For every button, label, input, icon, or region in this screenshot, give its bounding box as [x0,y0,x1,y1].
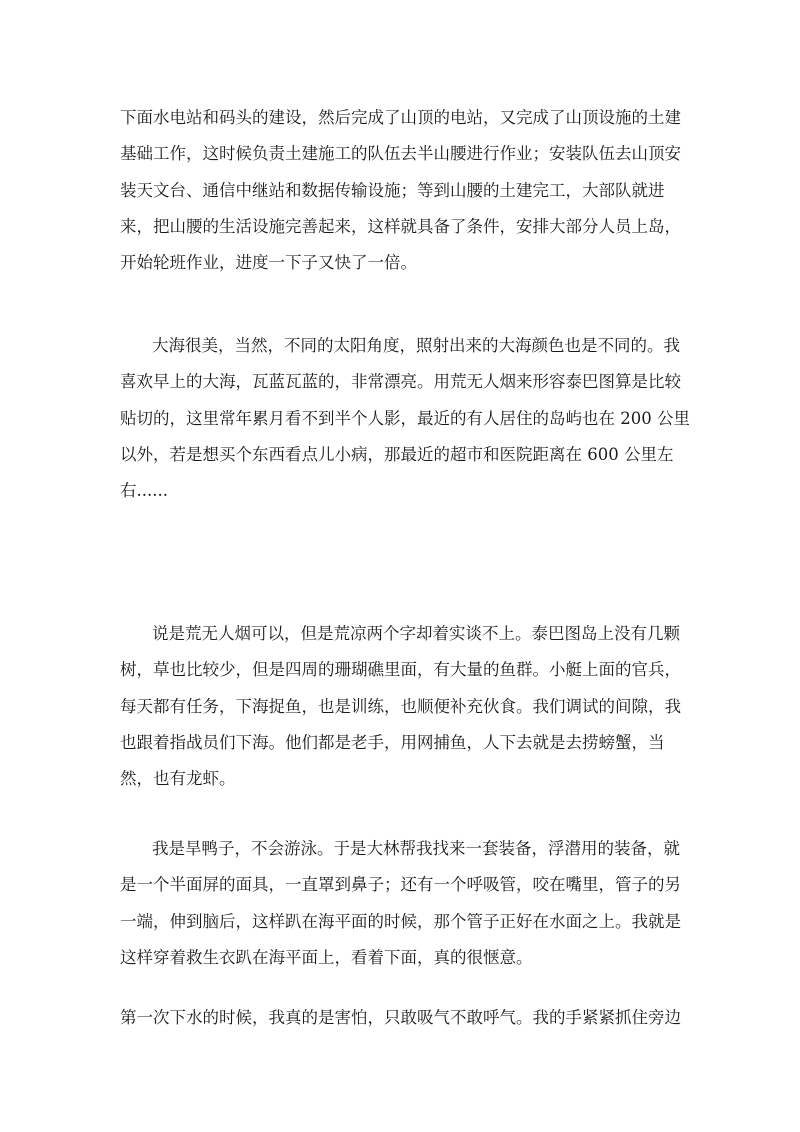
text-line: 开始轮班作业，进度一下子又快了一倍。 [120,253,417,273]
text-line: 来，把山腰的生活设施完善起来，这样就具备了条件，安排大部分人员上岛， [120,216,681,236]
text-line: 第一次下水的时候，我真的是害怕，只敢吸气不敢呼气。我的手紧紧抓住旁边 [120,1008,681,1027]
text-line: 下面水电站和码头的建设，然后完成了山顶的电站，又完成了山顶设施的土建 [120,108,681,127]
text-line: 一端，伸到脑后，这样趴在海平面的时候，那个管子正好在水面之上。我就是 [120,911,681,931]
text-line: 喜欢早上的大海，瓦蓝瓦蓝的，非常漂亮。用荒无人烟来形容泰巴图算是比较 [120,372,681,392]
text-line: 也跟着指战员们下海。他们都是老手，用网捕鱼，人下去就是去捞螃蟹，当 [120,732,665,752]
paragraph-5 [120,1000,680,1036]
paragraph-1 [120,100,680,281]
text-line: 然，也有龙虾。 [120,769,236,789]
text-line: 装天文台、通信中继站和数据传输设施；等到山腰的土建完工，大部队就进 [120,180,665,200]
paragraph-3 [120,616,680,797]
text-line: 基础工作，这时候负责土建施工的队伍去半山腰进行作业；安装队伍去山顶安 [120,144,681,164]
text-line: 右...... [120,481,168,501]
text-line: 贴切的，这里常年累月看不到半个人影，最近的有人居住的岛屿也在 200 公里 [120,408,690,428]
text-line: 说是荒无人烟可以，但是荒凉两个字却着实谈不上。泰巴图岛上没有几颗 [152,624,680,643]
text-line: 每天都有任务，下海捉鱼，也是训练，也顺便补充伙食。我们调试的间隙，我 [120,696,681,716]
text-line: 这样穿着救生衣趴在海平面上，看着下面，真的很惬意。 [120,947,533,967]
text-line: 大海很美，当然，不同的太阳角度，照射出来的大海颜色也是不同的。我 [152,336,680,355]
paragraph-2 [120,328,690,509]
paragraph-4 [120,831,680,976]
text-line: 树，草也比较少，但是四周的珊瑚礁里面，有大量的鱼群。小艇上面的官兵， [120,660,681,680]
text-line: 是一个半面屏的面具，一直罩到鼻子；还有一个呼吸管，咬在嘴里，管子的另 [120,875,681,895]
text-line: 我是旱鸭子，不会游泳。于是大林帮我找来一套装备，浮潜用的装备，就 [152,839,680,858]
text-line: 以外，若是想买个东西看点儿小病，那最近的超市和医院距离在 600 公里左 [120,444,674,464]
